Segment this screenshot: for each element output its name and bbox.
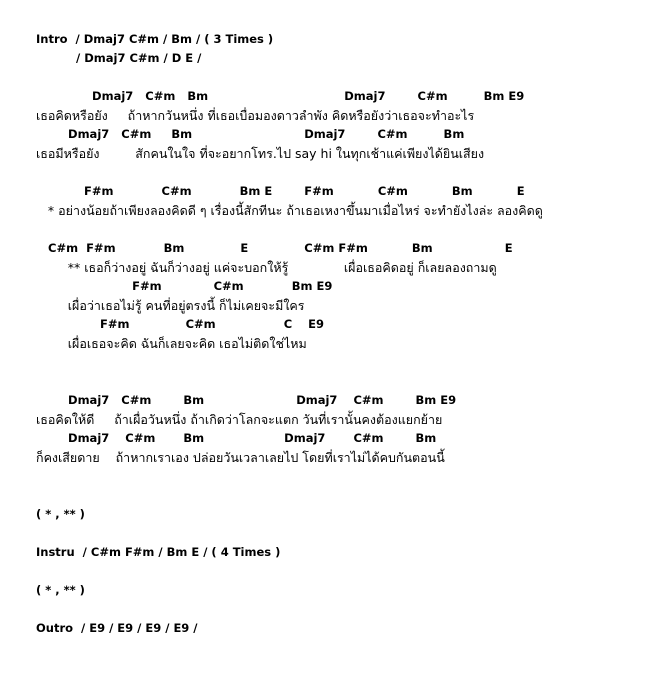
chord-line: C#m F#m Bm E C#m F#m Bm E <box>36 241 513 255</box>
section-line: Instru / C#m F#m / Bm E / ( 4 Times ) <box>36 545 281 559</box>
chord-line: Dmaj7 C#m Bm Dmaj7 C#m Bm E9 <box>36 393 457 407</box>
spacer <box>36 220 670 239</box>
spacer <box>36 486 670 505</box>
spacer <box>36 163 670 182</box>
lyric-line: เธอมีหรือยัง สักคนในใจ ที่จะอยากโทร.ไป say hi ในทุกเช้าแค่เพียงได้ยินเสียง <box>36 146 485 161</box>
lyric-line: เผื่อเธอจะคิด ฉันก็เลยจะคิด เธอไม่ติดใช่ไหม <box>36 336 307 351</box>
spacer <box>36 524 670 543</box>
spacer <box>36 562 670 581</box>
lyric-line: เธอคิดหรือยัง ถ้าหากวันหนึ่ง ที่เธอเบื่อมองดาวลำพัง คิดหรือยังว่าเธอจะทำอะไร <box>36 108 475 123</box>
lyric-line: * อย่างน้อยถ้าเพียงลองคิดดี ๆ เรื่องนี้สักทีนะ ถ้าเธอเหงาขึ้นมาเมื่อไหร่ จะทำยังไงล่ะ ลองคิดดู <box>36 203 543 218</box>
lyric-line: เธอคิดให้ดี ถ้าเผื่อวันหนึ่ง ถ้าเกิดว่าโลกจะแตก วันที่เรานั้นคงต้องแยกย้าย <box>36 412 443 427</box>
chord-line: Dmaj7 C#m Bm Dmaj7 C#m Bm <box>36 127 465 141</box>
chord-line: F#m C#m Bm E9 <box>36 279 333 293</box>
lyric-line: ** เธอก็ว่างอยู่ ฉันก็ว่างอยู่ แค่จะบอกให้รู้ เผื่อเธอคิดอยู่ ก็เลยลองถามดู <box>36 260 497 275</box>
spacer <box>36 467 670 486</box>
chord-line: Dmaj7 C#m Bm Dmaj7 C#m Bm <box>36 431 437 445</box>
section-line: Outro / E9 / E9 / E9 / E9 / <box>36 621 198 635</box>
spacer <box>36 372 670 391</box>
spacer <box>36 68 670 87</box>
section-line: ( * , ** ) <box>36 583 85 597</box>
spacer <box>36 353 670 372</box>
chord-line: F#m C#m Bm E F#m C#m Bm E <box>36 184 525 198</box>
section-line: / Dmaj7 C#m / D E / <box>36 51 202 65</box>
chord-line: F#m C#m C E9 <box>36 317 325 331</box>
lyric-line: เผื่อว่าเธอไม่รู้ คนที่อยู่ตรงนี้ ก็ไม่เคยจะมีใคร <box>36 298 305 313</box>
section-line: Intro / Dmaj7 C#m / Bm / ( 3 Times ) <box>36 32 274 46</box>
spacer <box>36 600 670 619</box>
chord-line: Dmaj7 C#m Bm Dmaj7 C#m Bm E9 <box>36 89 525 103</box>
lyric-line: ก็คงเสียดาย ถ้าหากเราเอง ปล่อยวันเวลาเลยไป โดยที่เราไม่ได้คบกันตอนนี้ <box>36 450 445 465</box>
section-line: ( * , ** ) <box>36 507 85 521</box>
